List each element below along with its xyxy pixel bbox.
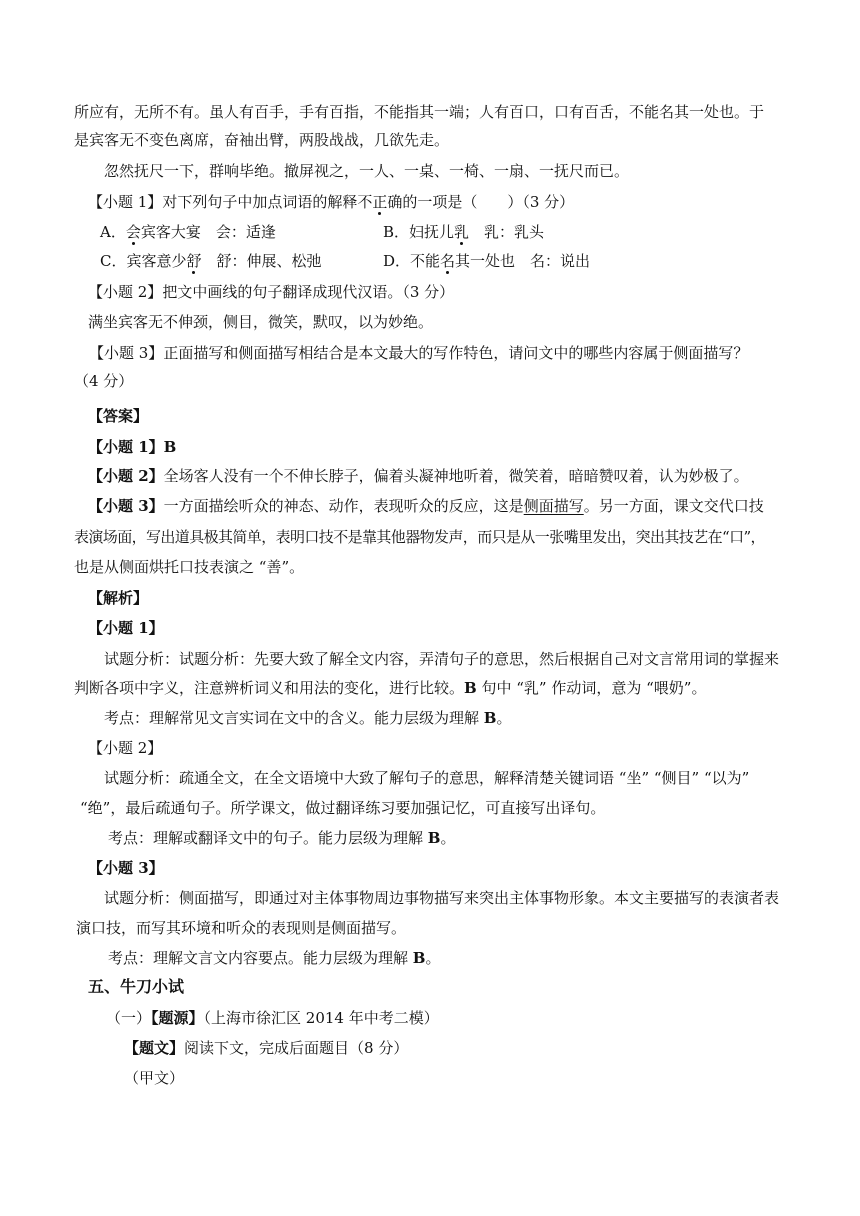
analysis-2-line-1: 试题分析：疏通全文，在全文语境中大致了解句子的意思，解释清楚关键词语 “坐” “侧目” “以为” bbox=[104, 769, 750, 787]
analysis-1-kaodian-end: 。 bbox=[496, 709, 512, 727]
option-d bbox=[383, 250, 590, 272]
question-2-text: 把文中画线的句子翻译成现代汉语。（3 分） bbox=[162, 283, 455, 301]
answer-2 bbox=[88, 465, 749, 487]
section-task bbox=[124, 1037, 408, 1059]
question-3-label: 【小题 3】 bbox=[89, 344, 164, 362]
question-2 bbox=[88, 281, 454, 303]
option-c bbox=[100, 250, 322, 272]
option-d-dotted-word: 名 bbox=[440, 252, 456, 270]
analysis-1-label: 【小题 1】 bbox=[88, 619, 164, 637]
analysis-2-kaodian-level: B bbox=[427, 829, 441, 847]
analysis-3-kaodian-level: B bbox=[412, 949, 426, 967]
answer-1 bbox=[88, 436, 176, 458]
question-1-text-a: 对下列句子中加点词语的解释 bbox=[162, 193, 358, 211]
analysis-3-kaodian bbox=[108, 947, 440, 969]
question-3 bbox=[89, 342, 748, 364]
section-source bbox=[106, 1007, 439, 1029]
option-d-text-b: 其一处也 名：说出 bbox=[455, 252, 591, 270]
option-b-text-b: 乳：乳头 bbox=[469, 223, 545, 241]
analysis-1-kaodian bbox=[104, 707, 511, 729]
question-2-sentence: 满坐宾客无不伸颈，侧目，微笑，默叹，以为妙绝。 bbox=[88, 313, 434, 331]
question-1-label: 【小题 1】 bbox=[88, 193, 163, 211]
analysis-3-label: 【小题 3】 bbox=[88, 859, 164, 877]
section-task-text: 阅读下文，完成后面题目（8 分） bbox=[184, 1039, 409, 1057]
analysis-1-line-2 bbox=[74, 677, 706, 699]
analysis-1-line-1: 试题分析：试题分析：先要大致了解全文内容，弄清句子的意思，然后根据自己对文言常用词的掌握来 bbox=[104, 650, 780, 668]
analysis-heading: 【解析】 bbox=[88, 589, 149, 607]
analysis-1-kaodian-text: 考点：理解常见文言实词在文中的含义。能力层级为理解 bbox=[104, 709, 484, 727]
analysis-2-kaodian bbox=[108, 827, 455, 849]
section-source-label: 【题源】 bbox=[151, 1009, 204, 1027]
analysis-3-kaodian-end: 。 bbox=[425, 949, 441, 967]
passage-line-2: 是宾客无不变色离席，奋袖出臂，两股战战，几欲先走。 bbox=[74, 131, 450, 149]
answer-3-text-a: 一方面描绘听众的神态、动作，表现听众的反应，这是 bbox=[163, 497, 524, 515]
passage-line-1: 所应有，无所不有。虽人有百手，手有百指，不能指其一端；人有百口，口有百舌，不能名其一处也。于 bbox=[74, 103, 765, 121]
option-a bbox=[100, 221, 276, 243]
question-1-emphasis: 不正确 bbox=[357, 193, 403, 211]
analysis-3-line-1: 试题分析：侧面描写，即通过对主体事物周边事物描写来突出主体事物形象。本文主要描写的表演者表 bbox=[104, 889, 780, 907]
analysis-3-line-2: 演口技，而写其环境和听众的表现则是侧面描写。 bbox=[76, 919, 407, 937]
option-a-text: 宾客大宴 会：适逢 bbox=[140, 223, 276, 241]
option-b bbox=[383, 221, 544, 243]
question-1-text-c: 的一项是（ ）（3 分） bbox=[402, 193, 575, 211]
answer-2-text: 全场客人没有一个不伸长脖子，偏着头凝神地听着，微笑着，暗暗赞叹着，认为妙极了。 bbox=[163, 467, 749, 485]
option-d-text-a: D．不能 bbox=[383, 252, 441, 270]
question-2-label: 【小题 2】 bbox=[88, 283, 163, 301]
option-c-dotted-word: 舒 bbox=[186, 252, 202, 270]
option-a-letter: A． bbox=[100, 223, 126, 241]
analysis-2-kaodian-text: 考点：理解或翻译文中的句子。能力层级为理解 bbox=[108, 829, 428, 847]
answer-3-line-2: 表演场面，写出道具极其简单，表明口技不是靠其他器物发声，而只是从一张嘴里发出，突出其技艺在“口”， bbox=[74, 528, 765, 546]
section-heading: 五、牛刀小试 bbox=[88, 977, 185, 996]
analysis-2-label: 【小题 2】 bbox=[88, 739, 163, 757]
question-1 bbox=[88, 191, 574, 213]
option-c-text-b: 舒：伸展、松弛 bbox=[201, 252, 322, 270]
answer-1-label: 【小题 1】 bbox=[88, 438, 164, 456]
analysis-3-kaodian-text: 考点：理解文言文内容要点。能力层级为理解 bbox=[108, 949, 413, 967]
section-source-text: （上海市徐汇区 2014 年中考二模） bbox=[203, 1009, 439, 1027]
answer-2-label: 【小题 2】 bbox=[88, 467, 164, 485]
option-a-dotted-word: 会 bbox=[125, 223, 141, 241]
answer-heading: 【答案】 bbox=[88, 407, 149, 425]
section-jia-label: （甲文） bbox=[124, 1069, 185, 1087]
analysis-1-line-2-a: 判断各项中字义，注意辨析词义和用法的变化，进行比较。 bbox=[74, 679, 465, 697]
analysis-2-line-2: “绝”，最后疏通句子。所学课文，做过翻译练习要加强记忆，可直接写出译句。 bbox=[80, 799, 606, 817]
answer-3-line-3: 也是从侧面烘托口技表演之 “善”。 bbox=[74, 558, 305, 576]
answer-3-label: 【小题 3】 bbox=[88, 497, 164, 515]
answer-3-underlined: 侧面描写 bbox=[523, 497, 584, 515]
passage-line-3: 忽然抚尺一下，群响毕绝。撤屏视之，一人、一桌、一椅、一扇、一抚尺而已。 bbox=[104, 162, 630, 180]
answer-3-text-b: 。另一方面，课文交代口技 bbox=[583, 497, 764, 515]
section-task-label: 【题文】 bbox=[124, 1039, 185, 1057]
analysis-2-kaodian-end: 。 bbox=[440, 829, 456, 847]
analysis-1-line-2-c: 句中 “乳” 作动词，意为 “喂奶”。 bbox=[476, 679, 707, 697]
option-b-dotted-word: 乳 bbox=[454, 223, 470, 241]
answer-1-value: B bbox=[163, 438, 177, 456]
answer-3 bbox=[88, 495, 764, 517]
analysis-1-option: B bbox=[464, 679, 477, 697]
question-3-points: （4 分） bbox=[74, 372, 134, 390]
section-source-number: （一） bbox=[106, 1009, 152, 1027]
option-b-text-a: B．妇抚儿 bbox=[383, 223, 455, 241]
question-3-text: 正面描写和侧面描写相结合是本文最大的写作特色，请问文中的哪些内容属于侧面描写？ bbox=[163, 344, 749, 362]
analysis-1-kaodian-level: B bbox=[483, 709, 497, 727]
option-c-text-a: C．宾客意少 bbox=[100, 252, 187, 270]
